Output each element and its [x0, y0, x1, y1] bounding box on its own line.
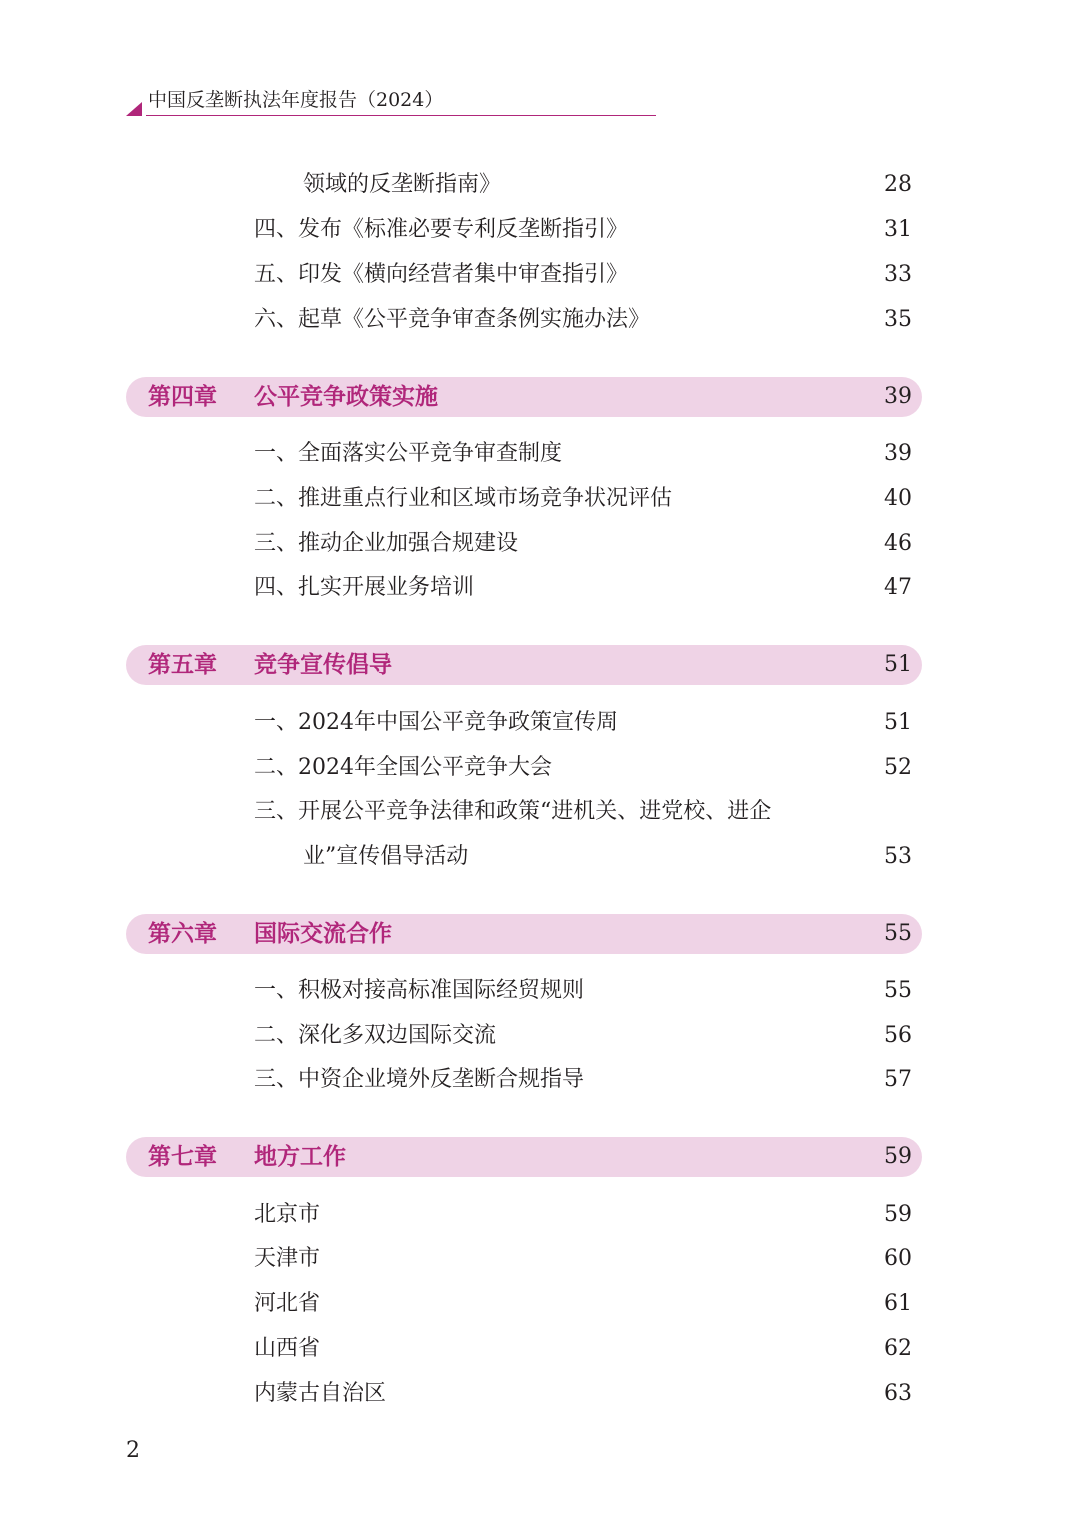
- toc-entry[interactable]: [254, 213, 912, 247]
- toc-entry[interactable]: [254, 1063, 912, 1097]
- chapter-title: 竞争宣传倡导: [254, 652, 392, 678]
- toc-entry-page: 60: [884, 1246, 912, 1271]
- chapter-heading-7[interactable]: [126, 1137, 922, 1177]
- page-number: 2: [126, 1438, 140, 1463]
- toc-entry-page: 53: [884, 844, 912, 869]
- toc-entry-title: 业”宣传倡导活动: [303, 844, 469, 869]
- toc-entry-title: 三、推动企业加强合规建设: [254, 531, 519, 556]
- toc-entry-title: 一、积极对接高标准国际经贸规则: [254, 978, 585, 1003]
- toc-entry-title: 一、2024年中国公平竞争政策宣传周: [254, 710, 618, 735]
- chapter-heading-5[interactable]: [126, 645, 922, 685]
- toc-entry[interactable]: [254, 571, 912, 605]
- toc-entry-title: 三、开展公平竞争法律和政策“进机关、进党校、进企: [254, 799, 772, 824]
- chapter-title: 公平竞争政策实施: [254, 384, 438, 410]
- chapter-number: 第五章: [148, 652, 217, 678]
- toc-entry-page: 63: [884, 1381, 912, 1406]
- toc-entry-title: 领域的反垄断指南》: [303, 172, 502, 197]
- header-rule: [146, 115, 656, 116]
- toc-entry-page: 28: [884, 172, 912, 197]
- toc-entry[interactable]: [254, 1019, 912, 1053]
- toc-entry[interactable]: [254, 974, 912, 1008]
- toc-entry[interactable]: [254, 1287, 912, 1321]
- toc-entry-page: 40: [884, 486, 912, 511]
- toc-entry[interactable]: [254, 258, 912, 292]
- toc-entry-title: 五、印发《横向经营者集中审查指引》: [254, 262, 629, 287]
- chapter-heading-6[interactable]: [126, 914, 922, 954]
- toc-entry-title: 河北省: [254, 1291, 321, 1316]
- toc-entry-page: 62: [884, 1336, 912, 1361]
- toc-entry-page: 61: [884, 1291, 912, 1316]
- header-triangle-icon: [126, 102, 142, 116]
- toc-entry-continuation[interactable]: [303, 840, 912, 874]
- toc-entry[interactable]: [254, 751, 912, 785]
- toc-entry[interactable]: [254, 795, 854, 829]
- toc-entry[interactable]: [254, 1377, 912, 1411]
- toc-entry[interactable]: [254, 706, 912, 740]
- toc-entry-page: 52: [884, 755, 912, 780]
- chapter-number: 第四章: [148, 384, 217, 410]
- chapter-number: 第七章: [148, 1144, 217, 1170]
- toc-entry[interactable]: [254, 1242, 912, 1276]
- toc-entry-page: 39: [884, 441, 912, 466]
- toc-entry-page: 33: [884, 262, 912, 287]
- chapter-page: 59: [884, 1144, 912, 1169]
- toc-entry-page: 57: [884, 1067, 912, 1092]
- toc-entry-page: 56: [884, 1023, 912, 1048]
- chapter-page: 51: [884, 652, 912, 677]
- toc-entry-title: 内蒙古自治区: [254, 1381, 387, 1406]
- toc-entry-title: 一、全面落实公平竞争审查制度: [254, 441, 563, 466]
- chapter-number: 第六章: [148, 921, 217, 947]
- toc-entry[interactable]: [254, 527, 912, 561]
- toc-entry[interactable]: [254, 437, 912, 471]
- chapter-title: 地方工作: [254, 1144, 346, 1170]
- toc-entry-title: 二、推进重点行业和区域市场竞争状况评估: [254, 486, 673, 511]
- toc-entry[interactable]: [254, 482, 912, 516]
- toc-entry-title: 天津市: [254, 1246, 321, 1271]
- toc-entry-page: 46: [884, 531, 912, 556]
- running-header: [126, 88, 656, 118]
- chapter-title: 国际交流合作: [254, 921, 392, 947]
- toc-entry-title: 四、发布《标准必要专利反垄断指引》: [254, 217, 629, 242]
- toc-entry-title: 六、起草《公平竞争审查条例实施办法》: [254, 307, 651, 332]
- chapter-page: 55: [884, 921, 912, 946]
- toc-entry[interactable]: [254, 1198, 912, 1232]
- chapter-heading-4[interactable]: [126, 377, 922, 417]
- chapter-page: 39: [884, 384, 912, 409]
- running-header-title: 中国反垄断执法年度报告（2024）: [148, 89, 444, 111]
- toc-entry-title: 北京市: [254, 1202, 321, 1227]
- toc-entry-page: 59: [884, 1202, 912, 1227]
- toc-entry-title: 二、深化多双边国际交流: [254, 1023, 497, 1048]
- toc-entry-page: 35: [884, 307, 912, 332]
- toc-entry-title: 四、扎实开展业务培训: [254, 575, 475, 600]
- toc-entry-title: 二、2024年全国公平竞争大会: [254, 755, 552, 780]
- toc-entry[interactable]: [254, 303, 912, 337]
- toc-entry-page: 31: [884, 217, 912, 242]
- toc-entry-page: 51: [884, 710, 912, 735]
- toc-entry-page: 47: [884, 575, 912, 600]
- toc-entry-page: 55: [884, 978, 912, 1003]
- toc-entry[interactable]: [303, 168, 912, 202]
- toc-entry-title: 山西省: [254, 1336, 321, 1361]
- toc-entry[interactable]: [254, 1332, 912, 1366]
- toc-entry-title: 三、中资企业境外反垄断合规指导: [254, 1067, 585, 1092]
